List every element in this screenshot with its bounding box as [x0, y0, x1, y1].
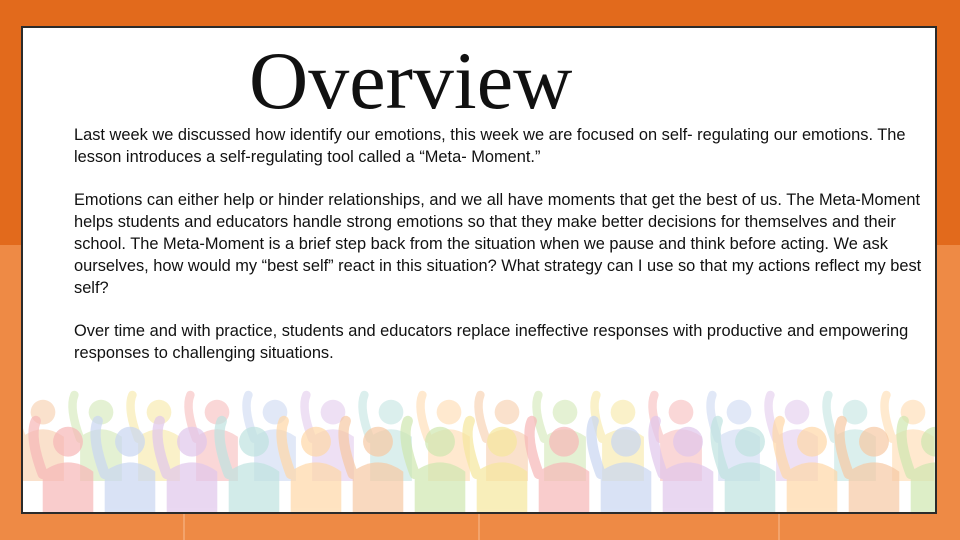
- crowd-illustration: [23, 363, 937, 514]
- paragraph-practice: Over time and with practice, students and educators replace ineffective responses with productive and empowering responses to challenging situations.: [74, 322, 909, 362]
- paragraph-meta-moment: Emotions can either help or hinder relationships, and we all have moments that get the best of us. The Meta-Moment helps students and educators handle strong emotions so that they make better decisions for themselves and their school. The Meta-Moment is a brief step back from the situation when we pause and think before acting. We ask ourselves, how would my “best self” react in this situation? What strategy can I use so that my actions reflect my best self?: [74, 191, 922, 297]
- slide-body: [74, 124, 926, 364]
- slide-title: Overview: [249, 35, 573, 126]
- paragraph-intro: Last week we discussed how identify our emotions, this week we are focused on self- regulating our emotions. The lesson introduces a self-regulating tool called a “Meta- Moment.”: [74, 126, 906, 166]
- slide-card: [21, 26, 937, 514]
